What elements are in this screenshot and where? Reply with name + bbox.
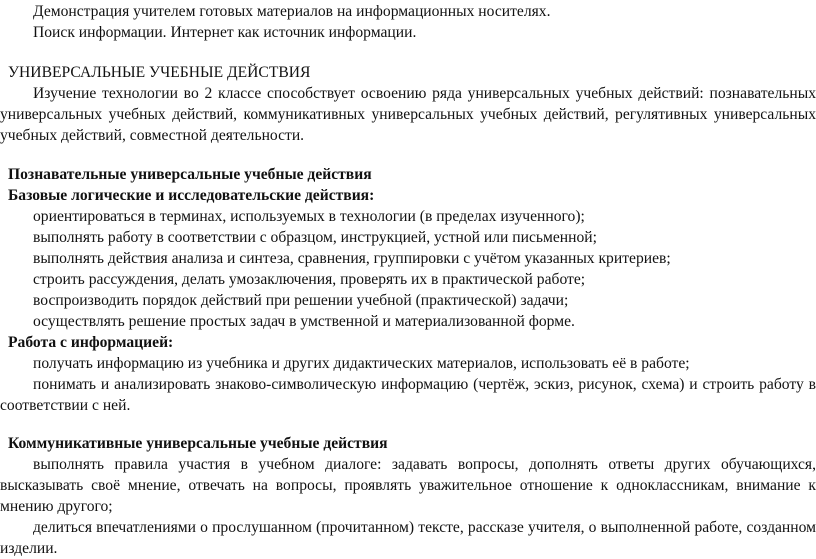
- info-item-2: понимать и анализировать знаково-символическую информацию (чертёж, эскиз, рисунок, схема) и строить работу в соответствии с ней.: [0, 376, 816, 415]
- info-heading: Работа с информацией:: [8, 334, 174, 351]
- communicative-heading: Коммуникативные универсальные учебные действия: [8, 435, 388, 452]
- communicative-item-2: делиться впечатлениями о прослушанном (прочитанном) тексте, рассказе учителя, о выполненной работе, созданном изделии.: [0, 519, 816, 558]
- list-item: выполнять действия анализа и синтеза, сравнения, группировки с учётом указанных критериев;: [33, 250, 671, 267]
- intro-line-1: Демонстрация учителем готовых материалов на информационных носителях.: [33, 3, 551, 20]
- universal-paragraph: Изучение технологии во 2 классе способствует освоению ряда универсальных учебных действий: познавательных универсальных учебных действий, коммуникативных универсальных учебных действий, регулятивных универсальных учебных действий, совместной деятельности.: [0, 85, 816, 145]
- list-item: воспроизводить порядок действий при решении учебной (практической) задачи;: [33, 292, 569, 309]
- universal-heading: УНИВЕРСАЛЬНЫЕ УЧЕБНЫЕ ДЕЙСТВИЯ: [8, 64, 311, 81]
- cognitive-heading: Познавательные универсальные учебные действия: [8, 166, 372, 183]
- list-item: ориентироваться в терминах, используемых в технологии (в пределах изученного);: [33, 208, 585, 225]
- info-item-1: получать информацию из учебника и других дидактических материалов, использовать её в работе;: [33, 355, 690, 372]
- list-item: строить рассуждения, делать умозаключения, проверять их в практической работе;: [33, 271, 586, 288]
- cognitive-subheading: Базовые логические и исследовательские действия:: [8, 187, 375, 204]
- intro-line-2: Поиск информации. Интернет как источник информации.: [33, 24, 417, 41]
- list-item: осуществлять решение простых задач в умственной и материализованной форме.: [33, 313, 575, 330]
- list-item: выполнять работу в соответствии с образцом, инструкцией, устной или письменной;: [33, 229, 597, 246]
- communicative-item-1: выполнять правила участия в учебном диалоге: задавать вопросы, дополнять ответы других обучающихся, высказывать своё мнение, отвечать на вопросы, проявлять уважительное отношение к одноклассникам, внимание к мнению другого;: [0, 456, 816, 516]
